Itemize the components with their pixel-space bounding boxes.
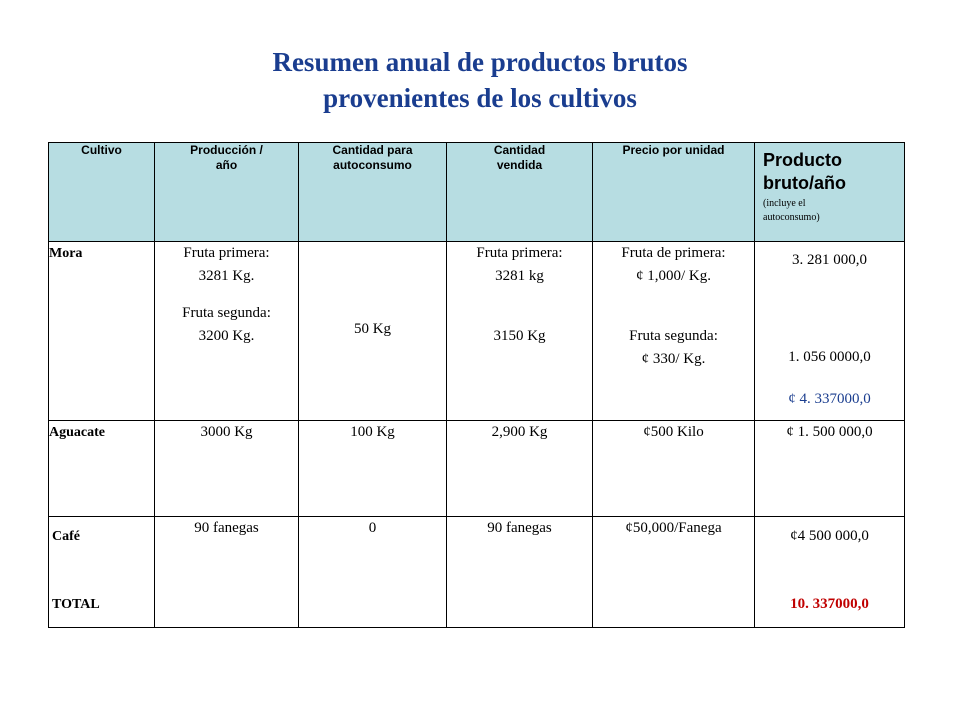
mora-bruto-2: 1. 056 0000,0	[788, 349, 871, 365]
mora-prod-1a: Fruta primera:	[183, 245, 270, 261]
cafe-auto: 0	[368, 520, 377, 536]
summary-table	[48, 142, 905, 628]
cell-aguacate-autoconsumo	[299, 421, 447, 517]
header-vendida-line-2: vendida	[496, 158, 543, 172]
header-cultivo-label: Cultivo	[81, 143, 122, 157]
title-line-2: provenientes de los cultivos	[323, 83, 637, 113]
cell-cafe-name	[49, 517, 155, 628]
cell-mora-precio	[593, 242, 755, 421]
cell-aguacate-name	[49, 421, 155, 517]
mora-auto: 50 Kg	[353, 321, 392, 337]
aguacate-prod: 3000 Kg	[200, 424, 253, 440]
header-bruto-note	[763, 197, 904, 225]
header-row	[49, 143, 905, 242]
cell-cafe-vendida	[447, 517, 593, 628]
cell-cafe-autoconsumo	[299, 517, 447, 628]
slide-title	[0, 44, 960, 116]
cell-mora-name	[49, 242, 155, 421]
total-label: TOTAL	[52, 597, 100, 612]
grand-total-value: 10. 337000,0	[790, 596, 869, 612]
cafe-prod: 90 fanegas	[194, 520, 259, 536]
mora-bruto-1: 3. 281 000,0	[792, 252, 867, 268]
header-precio	[593, 143, 755, 242]
mora-vend-1b: 3281 kg	[495, 268, 544, 284]
cafe-vend: 90 fanegas	[487, 520, 552, 536]
header-bruto-line-2: bruto/año	[763, 173, 846, 193]
cafe-bruto: ¢4 500 000,0	[790, 528, 869, 544]
table-row-mora	[49, 242, 905, 421]
header-bruto-note-line-1: (incluye el	[763, 198, 806, 209]
cell-mora-bruto	[755, 242, 905, 421]
header-autoconsumo-line-2: autoconsumo	[333, 158, 412, 172]
cell-mora-vendida	[447, 242, 593, 421]
cafe-name: Café	[52, 529, 80, 544]
cell-aguacate-vendida	[447, 421, 593, 517]
mora-precio-1b: ¢ 1,000/ Kg.	[636, 268, 711, 284]
cell-mora-autoconsumo	[299, 242, 447, 421]
mora-prod-2b: 3200 Kg.	[198, 328, 255, 344]
cell-cafe-precio	[593, 517, 755, 628]
cell-aguacate-produccion	[155, 421, 299, 517]
cell-aguacate-bruto	[755, 421, 905, 517]
cell-cafe-produccion	[155, 517, 299, 628]
mora-precio-2a: Fruta segunda:	[629, 328, 718, 344]
title-line-1: Resumen anual de productos brutos	[272, 47, 688, 77]
mora-vend-2: 3150 Kg	[493, 328, 546, 344]
header-producto-bruto	[755, 143, 905, 242]
table-row-cafe	[49, 517, 905, 628]
cell-mora-produccion	[155, 242, 299, 421]
header-produccion-line-2: año	[215, 158, 238, 172]
cafe-precio: ¢50,000/Fanega	[625, 520, 722, 536]
aguacate-precio: ¢500 Kilo	[643, 424, 704, 440]
header-vendida-line-1: Cantidad	[493, 143, 546, 157]
header-bruto-note-line-2: autoconsumo)	[763, 212, 820, 223]
header-bruto-line-1: Producto	[763, 150, 842, 170]
cell-aguacate-precio	[593, 421, 755, 517]
header-produccion	[155, 143, 299, 242]
mora-precio-1a: Fruta de primera:	[621, 245, 726, 261]
header-vendida	[447, 143, 593, 242]
mora-prod-2a: Fruta segunda:	[182, 305, 271, 321]
aguacate-name: Aguacate	[49, 425, 105, 440]
mora-name: Mora	[49, 246, 83, 261]
header-autoconsumo	[299, 143, 447, 242]
mora-bruto-subtotal: ¢ 4. 337000,0	[788, 391, 871, 407]
header-produccion-line-1: Producción /	[190, 143, 263, 157]
table-row-aguacate	[49, 421, 905, 517]
header-precio-label: Precio por unidad	[622, 143, 725, 157]
header-cultivo	[49, 143, 155, 242]
cell-cafe-bruto	[755, 517, 905, 628]
mora-precio-2b: ¢ 330/ Kg.	[641, 351, 706, 367]
header-autoconsumo-line-1: Cantidad para	[332, 143, 413, 157]
aguacate-auto: 100 Kg	[350, 424, 395, 440]
mora-vend-1a: Fruta primera:	[476, 245, 563, 261]
aguacate-vend: 2,900 Kg	[491, 424, 548, 440]
mora-prod-1b: 3281 Kg.	[198, 268, 255, 284]
aguacate-bruto: ¢ 1. 500 000,0	[786, 424, 873, 440]
